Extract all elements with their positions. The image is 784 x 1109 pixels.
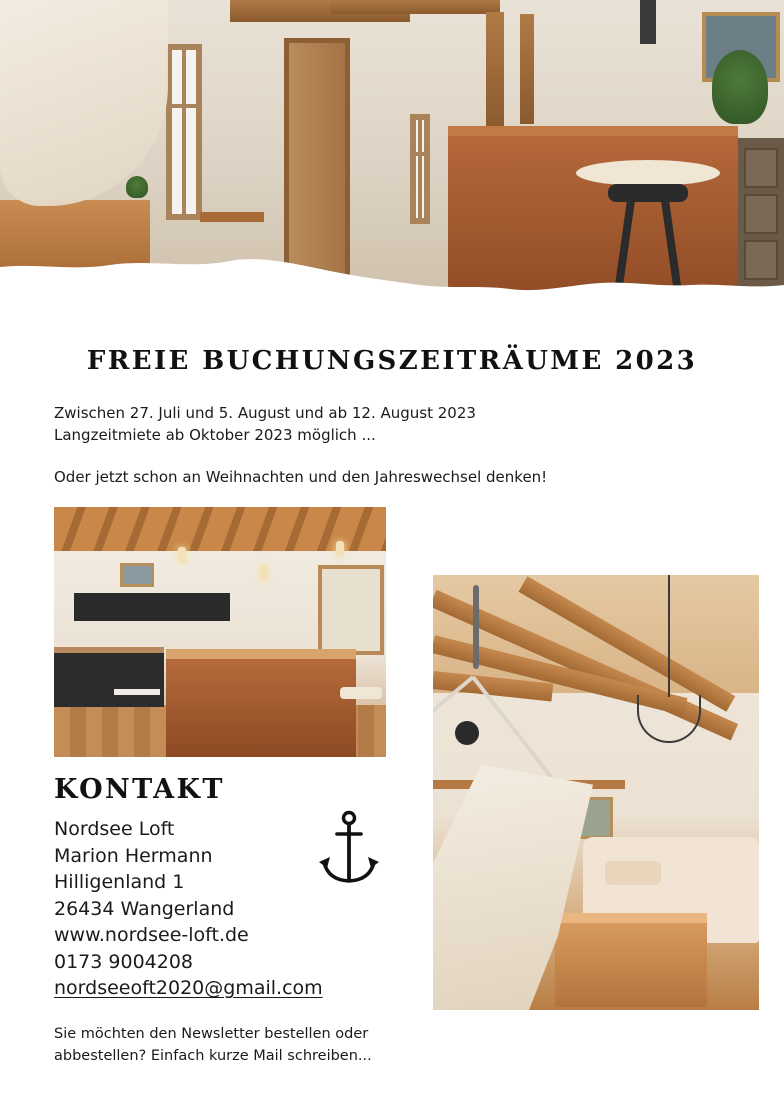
chandelier-chain	[668, 575, 670, 697]
wall-clock	[455, 721, 479, 745]
side-table	[200, 212, 264, 222]
plant	[126, 176, 148, 198]
hammock	[0, 0, 168, 206]
wooden-post	[486, 12, 504, 132]
holiday-note: Oder jetzt schon an Weihnachten und den Jahreswechsel denken!	[54, 468, 548, 486]
booking-dates: Zwischen 27. Juli und 5. August und ab 12. August 2023	[54, 404, 476, 422]
kitchen-island	[166, 649, 356, 757]
contact-block	[54, 816, 354, 1002]
business-name: Nordsee Loft	[54, 818, 175, 840]
bar-stool	[576, 160, 720, 186]
wooden-post	[520, 14, 534, 124]
chandelier	[637, 695, 701, 743]
coffee-table	[555, 913, 707, 1007]
newsletter-line: Sie möchten den Newsletter bestellen oder	[54, 1026, 369, 1042]
hammock-hook	[473, 585, 479, 669]
newsletter-line: abbestellen? Einfach kurze Mail schreiben...	[54, 1048, 372, 1064]
website-link[interactable]: www.nordsee-loft.de	[54, 924, 249, 946]
bar-stool	[340, 687, 382, 699]
kitchen-photo	[54, 507, 386, 757]
page-title: FREIE BUCHUNGSZEITRÄUME 2023	[86, 346, 698, 376]
torn-paper-edge	[0, 245, 784, 315]
contact-heading: KONTAKT	[54, 774, 225, 805]
ceiling-beam	[330, 0, 500, 14]
email-link[interactable]: nordseeoft2020@gmail.com	[54, 977, 323, 999]
newsletter-note	[54, 1023, 424, 1067]
living-room-photo	[433, 575, 759, 1010]
anchor-icon	[318, 810, 380, 886]
contact-person: Marion Hermann	[54, 844, 213, 867]
street-address: Hilligenland 1	[54, 871, 185, 893]
plant	[712, 50, 768, 124]
long-term-rental: Langzeitmiete ab Oktober 2023 möglich ...	[54, 426, 376, 444]
postal-city: 26434 Wangerland	[54, 897, 235, 920]
wall-picture	[120, 563, 154, 587]
wall-lamp	[640, 0, 656, 44]
window	[166, 44, 202, 220]
small-table	[114, 689, 160, 719]
intro-text	[54, 402, 744, 488]
phone-number: 0173 9004208	[54, 950, 194, 973]
glass-cabinet	[318, 565, 384, 655]
black-wall-board	[74, 593, 230, 621]
pendant-lamp	[178, 547, 186, 563]
pendant-lamp	[260, 565, 268, 581]
window	[410, 114, 430, 224]
bar-stool-seat	[608, 184, 688, 202]
pendant-lamp	[336, 541, 344, 557]
